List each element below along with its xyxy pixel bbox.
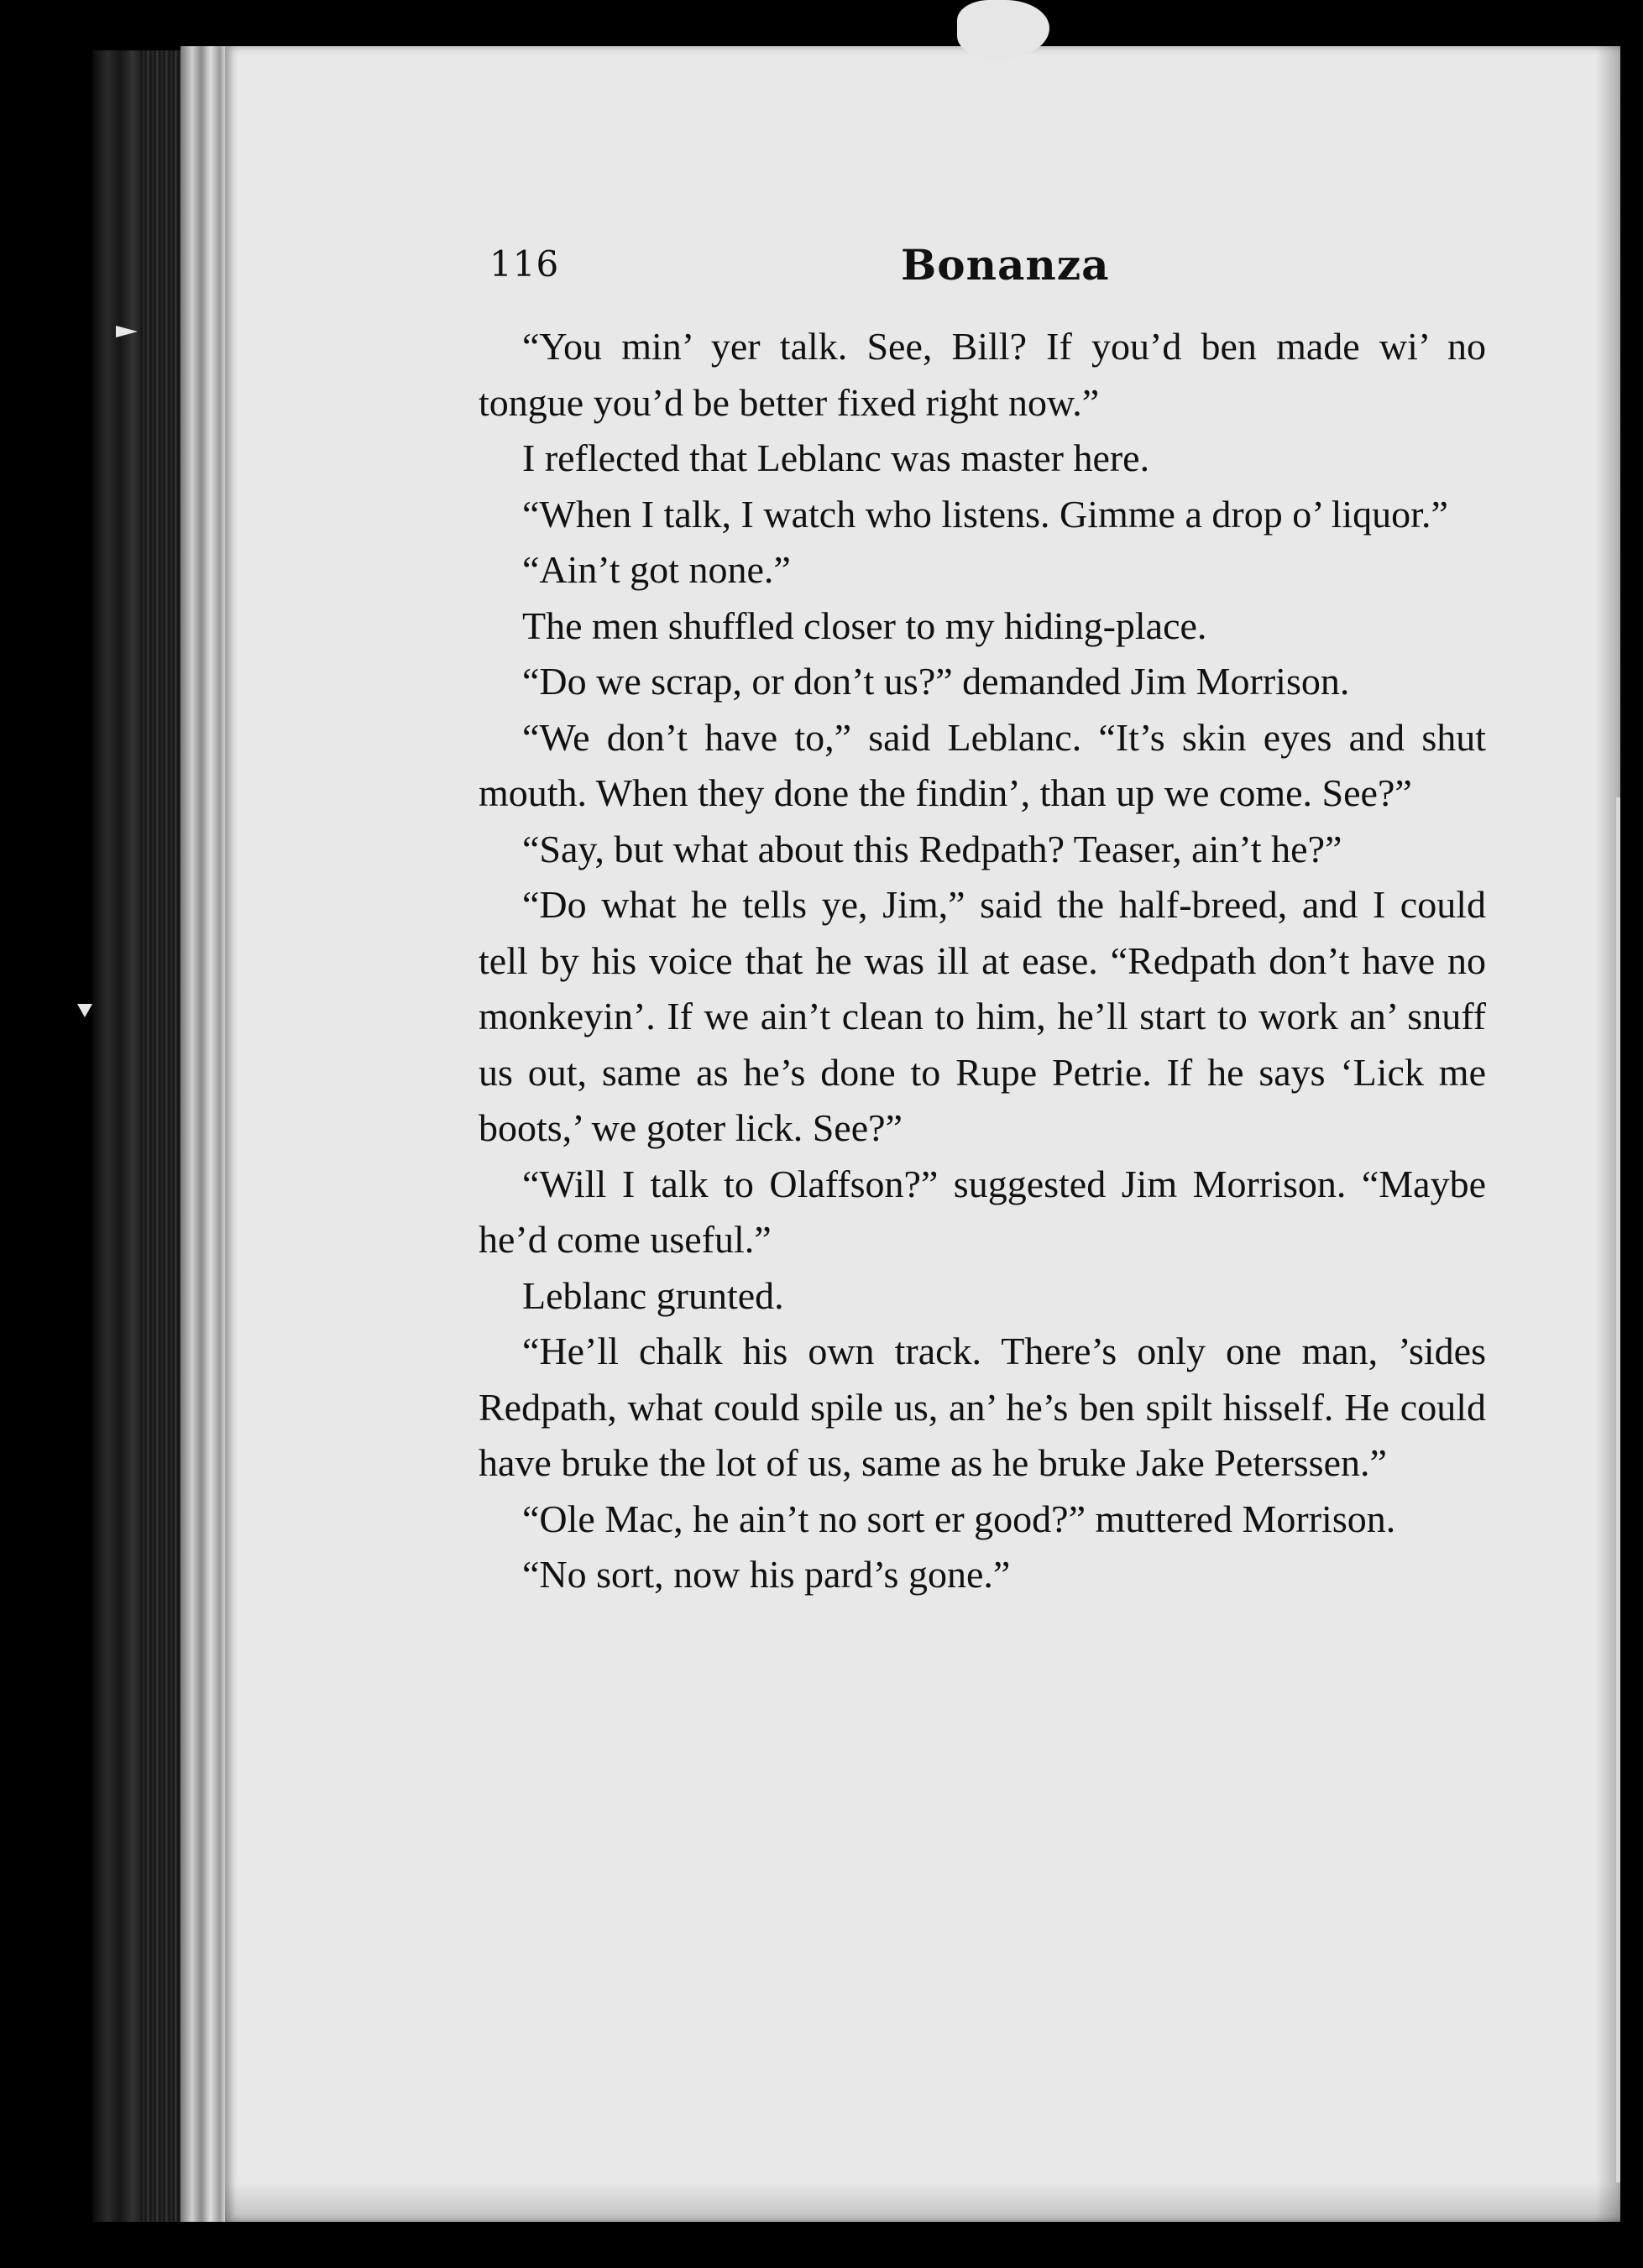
paragraph: “You min’ yer talk. See, Bill? If you’d ben made wi’ no tongue you’d be better fixed right now.” [479,325,1486,424]
paragraph: “We don’t have to,” said Leblanc. “It’s skin eyes and shut mouth. When they done the findin’, than up we come. See?” [479,715,1486,814]
paragraph: The men shuffled closer to my hiding-place. [522,604,1207,647]
paragraph: “Say, but what about this Redpath? Teaser, ain’t he?” [522,827,1342,870]
page-right-edge [1616,797,1620,2182]
paragraph: Leblanc grunted. [522,1273,784,1317]
paragraph: “Ole Mac, he ain’t no sort er good?” muttered Morrison. [522,1497,1396,1540]
scan-mark [77,1004,92,1017]
running-head [489,240,1489,294]
page-number: 116 [489,243,560,285]
running-title: Bonanza [901,240,1110,290]
page-stack-edge [141,50,183,2222]
paragraph: “When I talk, I watch who listens. Gimme a drop o’ liquor.” [522,492,1448,536]
paragraph: “Ain’t got none.” [522,548,791,591]
paragraph: “Do we scrap, or don’t us?” demanded Jim Morrison. [522,660,1350,703]
body-text [479,319,1486,1603]
book-spine-edge [92,50,143,2222]
paragraph: I reflected that Leblanc was master here. [522,436,1150,479]
paragraph: “He’ll chalk his own track. There’s only one man, ’sides Redpath, what could spile us, an’ he’s ben spilt hisself. He could have bruke the lot of us, same as he bruke Jake Peterssen.” [479,1330,1486,1484]
paragraph: “No sort, now his pard’s gone.” [522,1553,1011,1596]
paragraph: “Will I talk to Olaffson?” suggested Jim Morrison. “Maybe he’d come useful.” [479,1162,1486,1261]
paragraph: “Do what he tells ye, Jim,” said the half-breed, and I could tell by his voice that he was ill at ease. “Redpath don’t have no monkeyin’. If we ain’t clean to him, he’ll start to work an’ snuff us out, same as he’s done to Rupe Petrie. If he says ‘Lick me boots,’ we goter lick. See?” [479,883,1486,1149]
page-stack-edge-light [181,46,227,2222]
page-bottom-shadow [225,2182,1620,2222]
